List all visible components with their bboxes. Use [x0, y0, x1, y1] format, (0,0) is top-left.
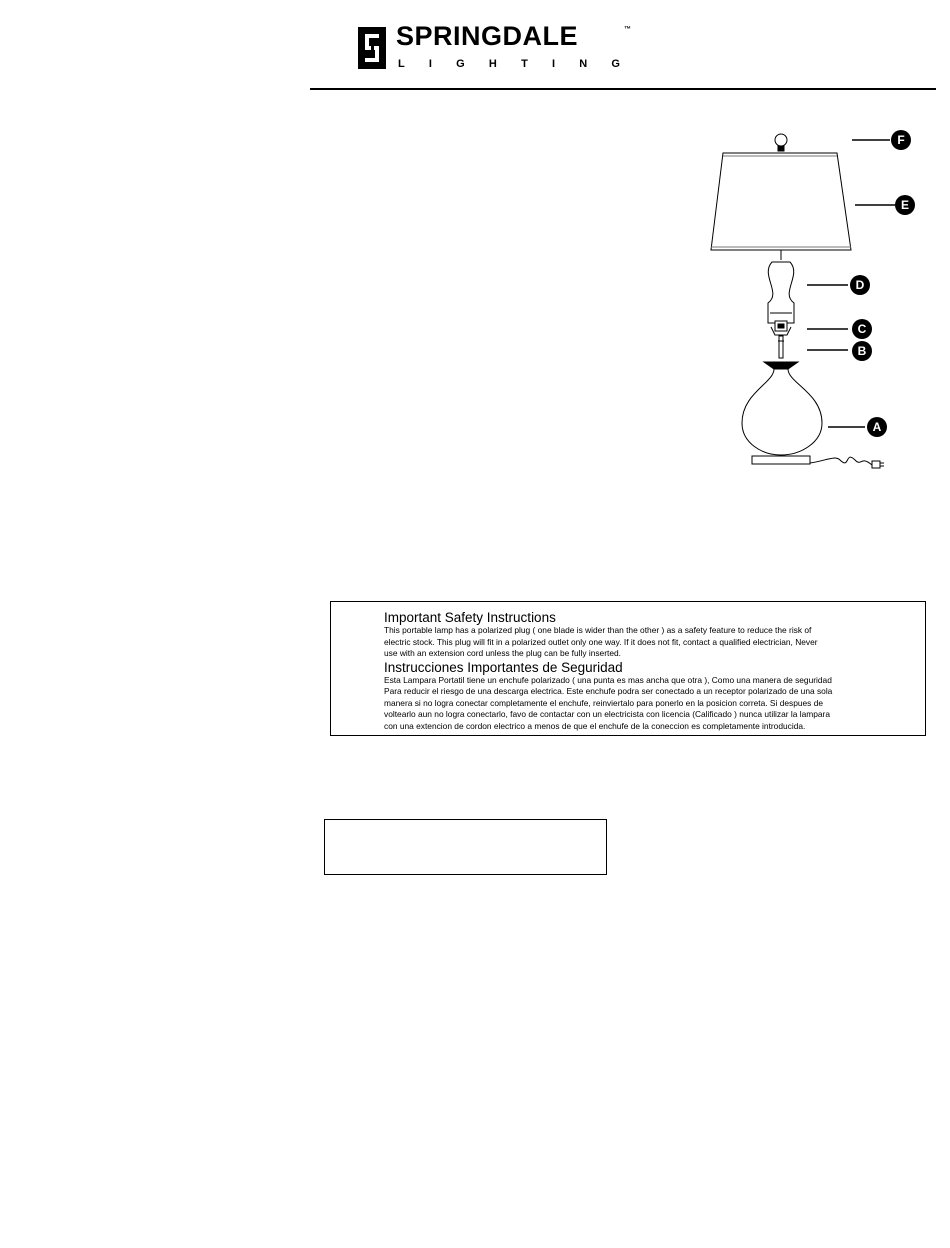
safety-text-en-line: This portable lamp has a polarized plug ( one blade is wider than the other ) as a safety feature to reduce the risk of — [384, 625, 812, 635]
lamp-parts-diagram — [700, 125, 909, 480]
callout-e: E — [895, 195, 915, 215]
safety-text-es-line: manera si no logra conectar completamente el enchufe, reinviertalo para ponerlo en la posicion correta. Si despues de — [384, 697, 824, 708]
callout-c: C — [852, 319, 872, 339]
brand-sub-letter: G — [456, 58, 465, 70]
trademark-symbol: ™ — [624, 26, 631, 33]
springdale-logo-icon — [358, 27, 386, 69]
safety-text-es-line: Esta Lampara Portatil tiene un enchufe polarizado ( una punta es mas ancha que otra ), Como una manera de seguridad — [384, 674, 832, 685]
safety-text-es-line: Para reducir el riesgo de una descarga electrica. Este enchufe podra ser conectado a un receptor polarizado de una sola — [384, 686, 833, 696]
brand-sub-letter: G — [611, 58, 620, 70]
brand-name: SPRINGDALE — [396, 21, 579, 51]
safety-title-es: Instrucciones Importantes de Seguridad — [384, 659, 623, 675]
brand-sub-letter: N — [579, 58, 588, 70]
callout-b: B — [852, 341, 872, 361]
callout-d: D — [850, 275, 870, 295]
safety-text-es-line: con una extencion de cordon electrico a menos de que el enchufe de la coneccion es completamente introducida. — [384, 720, 806, 731]
brand-sub-letter: H — [488, 58, 497, 70]
safety-instructions-box — [330, 601, 926, 736]
brand-logo — [358, 21, 633, 74]
safety-text-es-line: voltearlo aun no logra conectarlo, favo de contactar con un electricista con licencia (Calificado ) nunca utilizar la lampara — [384, 709, 830, 719]
safety-text-en-line: use with an extension cord unless the plug can be fully inserted. — [384, 648, 621, 658]
brand-sub-letter: T — [521, 58, 528, 70]
brand-sub-letter: I — [428, 58, 432, 70]
callout-a: A — [867, 417, 887, 437]
brand-sub-letter: L — [398, 58, 405, 70]
header-divider — [310, 88, 936, 90]
safety-text-en-line: electric stock. This plug will fit in a polarized outlet only one way. If it does not fit, contact a qualified electrician, Never — [384, 636, 818, 647]
callout-f: F — [891, 130, 911, 150]
empty-label-box — [324, 819, 607, 875]
brand-subtitle — [398, 58, 620, 70]
safety-title-en: Important Safety Instructions — [384, 610, 556, 625]
brand-sub-letter: I — [551, 58, 556, 70]
